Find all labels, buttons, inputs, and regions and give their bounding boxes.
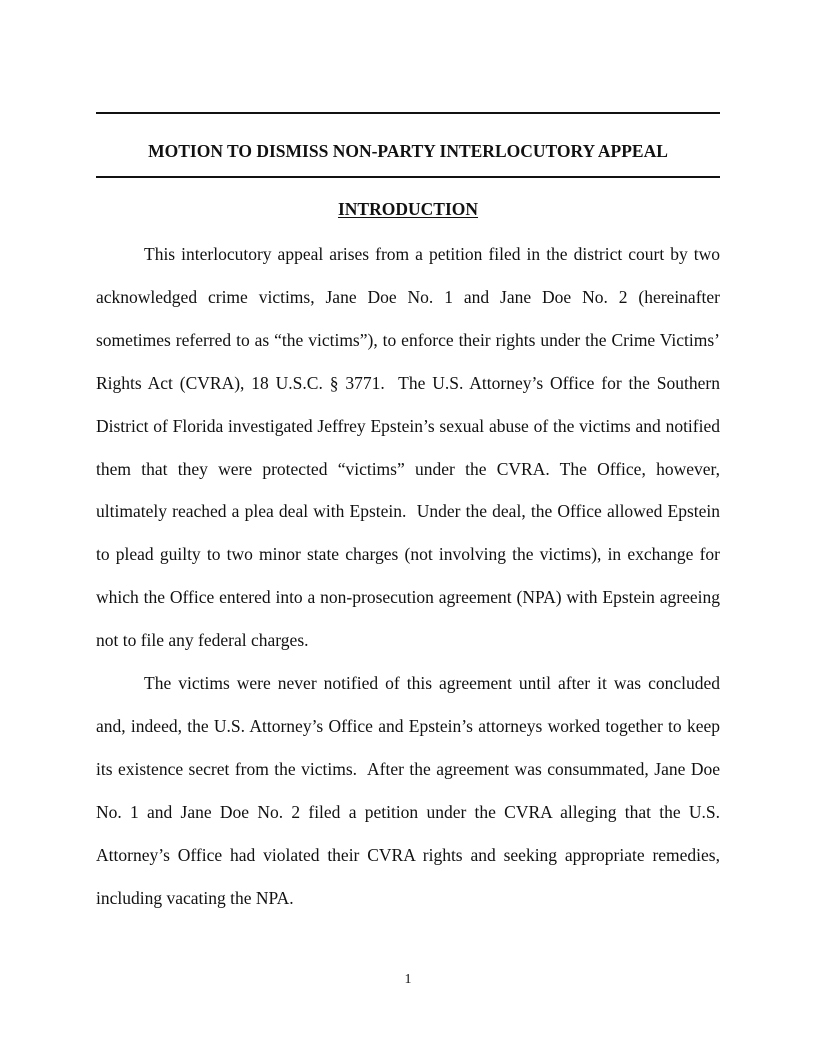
body-text <box>96 233 720 920</box>
paragraph-1: This interlocutory appeal arises from a petition filed in the district court by two acknowledged crime victims, Jane Doe No. 1 and Jane Doe No. 2 (hereinafter sometimes referred to as “the victims”), to enforce their rights under the Crime Victims’ Rights Act (CVRA), 18 U.S.C. § 3771. The U.S. Attorney’s Office for the Southern District of Florida investigated Jeffrey Epstein’s sexual abuse of the victims and notified them that they were protected “victims” under the CVRA. The Office, however, ultimately reached a plea deal with Epstein. Under the deal, the Office allowed Epstein to plead guilty to two minor state charges (not involving the victims), in exchange for which the Office entered into a non-prosecution agreement (NPA) with Epstein agreeing not to file any federal charges. <box>96 244 720 651</box>
document-title: MOTION TO DISMISS NON-PARTY INTERLOCUTORY APPEAL <box>148 141 668 161</box>
title-bottom-rule <box>96 176 720 178</box>
page-number: 1 <box>404 972 412 987</box>
section-heading <box>96 198 720 220</box>
paragraph-2: The victims were never notified of this agreement until after it was concluded and, indeed, the U.S. Attorney’s Office and Epstein’s attorneys worked together to keep its existence secret from the victims. After the agreement was consummated, Jane Doe No. 1 and Jane Doe No. 2 filed a petition under the CVRA alleging that the U.S. Attorney’s Office had violated their CVRA rights and seeking appropriate remedies, including vacating the NPA. <box>96 673 720 908</box>
title-top-rule <box>96 112 720 114</box>
section-heading-text: INTRODUCTION <box>337 199 479 219</box>
